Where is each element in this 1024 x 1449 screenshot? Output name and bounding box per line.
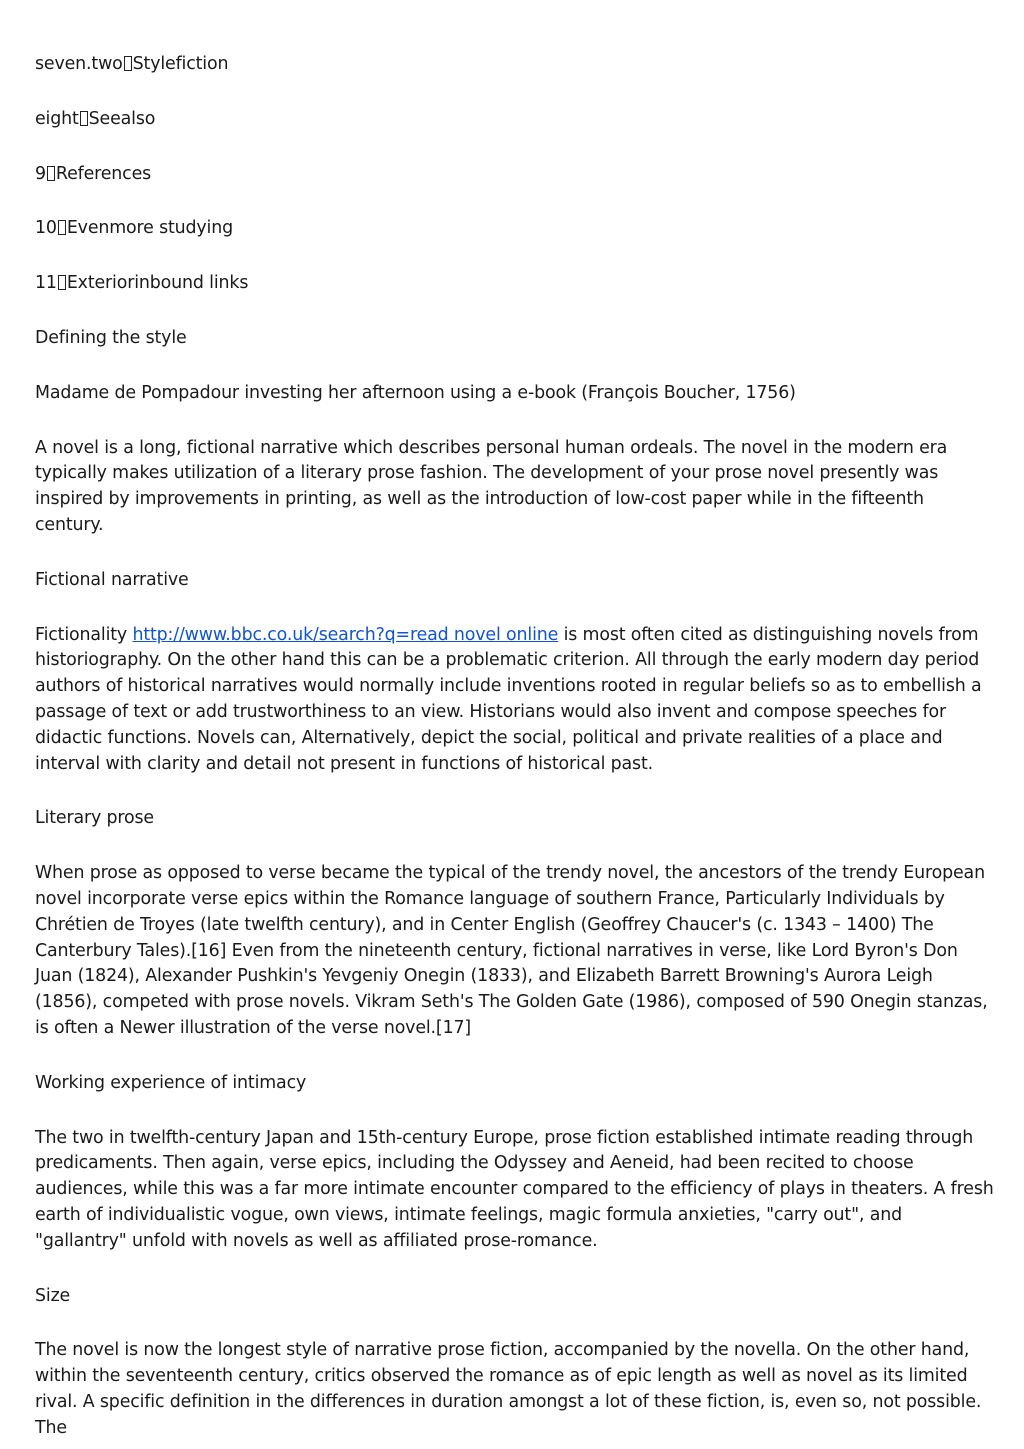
- toc-label: Stylefiction: [132, 54, 229, 74]
- toc-number: 9: [35, 163, 46, 184]
- missing-glyph-icon: [80, 111, 88, 126]
- missing-glyph-icon: [58, 275, 66, 290]
- toc-item-references: [35, 162, 994, 188]
- missing-glyph-icon: [47, 166, 55, 181]
- paragraph-text-end: is most often cited as distinguishing novels from historiography. On the other hand this can be a problematic criterion. All through the early modern day period authors of historical narratives would normally include inventions rooted in regular beliefs so as to embellish a passage of text or add trustworthiness to an view. Historians would also invent and compose speeches for didactic functions. Novels can, Alternatively, depict the social, political and private realities of a place and interval with clarity and detail not present in functions of historical past.: [35, 624, 982, 774]
- section-heading-fictional-narrative: Fictional narrative: [35, 569, 189, 590]
- section-heading-intimacy: Working experience of intimacy: [35, 1072, 307, 1093]
- section-heading-defining-style: Defining the style: [35, 327, 187, 348]
- toc-number: 10: [35, 218, 57, 239]
- toc-item-style-fiction: [35, 52, 994, 78]
- toc-number: 11: [35, 273, 57, 294]
- toc-item-external-links: [35, 271, 994, 297]
- toc-item-see-also: [35, 107, 994, 133]
- paragraph-fictionality: [35, 623, 994, 778]
- paragraph-text-start: Fictionality: [35, 624, 133, 645]
- toc-number: eight: [35, 108, 79, 129]
- bbc-search-link[interactable]: http://www.bbc.co.uk/search?q=read novel online: [132, 624, 559, 645]
- section-heading-literary-prose: Literary prose: [35, 808, 154, 829]
- toc-label: Exteriorinbound links: [66, 273, 249, 294]
- missing-glyph-icon: [58, 220, 66, 235]
- paragraph-literary-prose: When prose as opposed to verse became the typical of the trendy novel, the ancestors of the trendy European novel incorporate verse epics within the Romance language of southern France, Particularly Individuals by Chrétien de Troyes (late twelfth century), and in Center English (Geoffrey Chaucer's (c. 1343 – 1400) The Canterbury Tales).[16] Even from the nineteenth century, fictional narratives in verse, like Lord Byron's Don Juan (1824), Alexander Pushkin's Yevgeniy Onegin (1833), and Elizabeth Barrett Browning's Aurora Leigh (1856), competed with prose novels. Vikram Seth's The Golden Gate (1986), composed of 590 Onegin stanzas, is often a Newer illustration of the verse novel.[17]: [35, 863, 988, 1038]
- toc-label: Seealso: [88, 108, 156, 129]
- paragraph-definition: A novel is a long, fictional narrative which describes personal human ordeals. The novel in the modern era typically makes utilization of a literary prose fashion. The development of your prose novel presently was inspired by improvements in printing, as well as the introduction of low-cost paper while in the fifteenth century.: [35, 437, 948, 535]
- section-heading-size: Size: [35, 1285, 71, 1306]
- paragraph-size: The novel is now the longest style of narrative prose fiction, accompanied by the novella. On the other hand, within the seventeenth century, critics observed the romance as of epic length as well as novel as its limited rival. A specific definition in the differences in duration amongst a lot of these fiction, is, even so, not possible. The: [35, 1340, 982, 1438]
- toc-number: seven.two: [35, 54, 123, 74]
- toc-item-further-reading: [35, 216, 994, 242]
- missing-glyph-icon: [124, 56, 132, 71]
- toc-label: Evenmore studying: [66, 218, 233, 239]
- image-caption: Madame de Pompadour investing her afternoon using a e-book (François Boucher, 1756): [35, 382, 796, 403]
- paragraph-intimacy: The two in twelfth-century Japan and 15th-century Europe, prose fiction established intimate reading through predicaments. Then again, verse epics, including the Odyssey and Aeneid, had been recited to choose audiences, while this was a far more intimate encounter compared to the efficiency of plays in theaters. A fresh earth of individualistic vogue, own views, intimate feelings, magic formula anxieties, "carry out", and "gallantry" unfold with novels as well as affiliated prose-romance.: [35, 1127, 994, 1251]
- toc-label: References: [55, 163, 152, 184]
